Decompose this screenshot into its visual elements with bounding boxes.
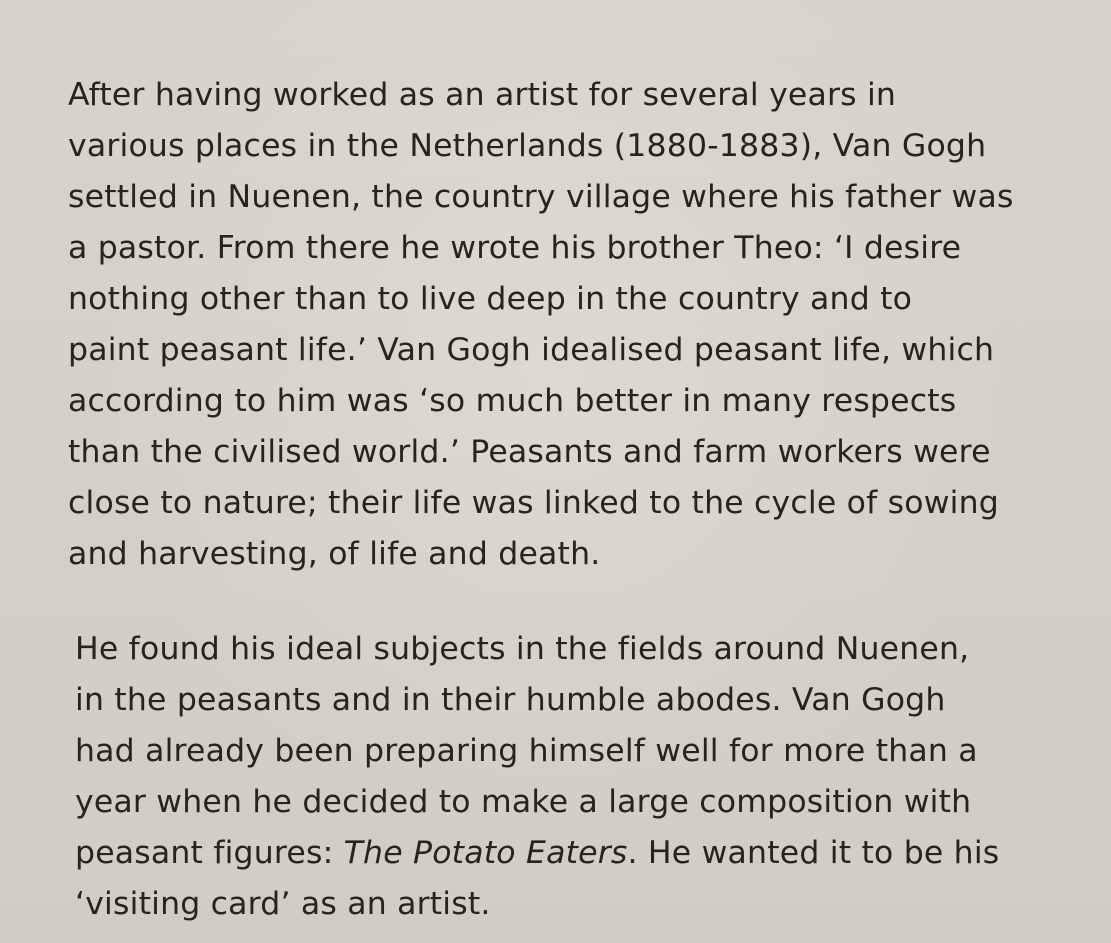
text-line: He found his ideal subjects in the fields around Nuenen, xyxy=(75,631,970,667)
text-line: nothing other than to live deep in the country and to xyxy=(68,281,913,317)
text-line: according to him was ‘so much better in many respects xyxy=(68,383,957,419)
text-line: ‘visiting card’ as an artist. xyxy=(75,886,491,922)
text-line: year when he decided to make a large composition with xyxy=(75,784,972,820)
paragraph-potato-eaters xyxy=(75,624,999,930)
text-segment: . He wanted it to be his xyxy=(627,835,1000,871)
text-segment: peasant figures: xyxy=(75,835,344,871)
text-line: After having worked as an artist for several years in xyxy=(68,77,897,113)
text-line: various places in the Netherlands (1880-1883), Van Gogh xyxy=(68,128,987,164)
text-line: in the peasants and in their humble abodes. Van Gogh xyxy=(75,682,946,718)
text-line: and harvesting, of life and death. xyxy=(68,536,601,572)
text-line: had already been preparing himself well for more than a xyxy=(75,733,978,769)
text-line: paint peasant life.’ Van Gogh idealised peasant life, which xyxy=(68,332,995,368)
text-line: close to nature; their life was linked to the cycle of sowing xyxy=(68,485,999,521)
paragraph-intro xyxy=(68,70,1014,580)
text-line: than the civilised world.’ Peasants and farm workers were xyxy=(68,434,991,470)
text-line: a pastor. From there he wrote his brother Theo: ‘I desire xyxy=(68,230,962,266)
artwork-title: The Potato Eaters xyxy=(343,835,628,871)
text-line: settled in Nuenen, the country village where his father was xyxy=(68,179,1014,215)
text-line-with-title xyxy=(75,828,999,879)
